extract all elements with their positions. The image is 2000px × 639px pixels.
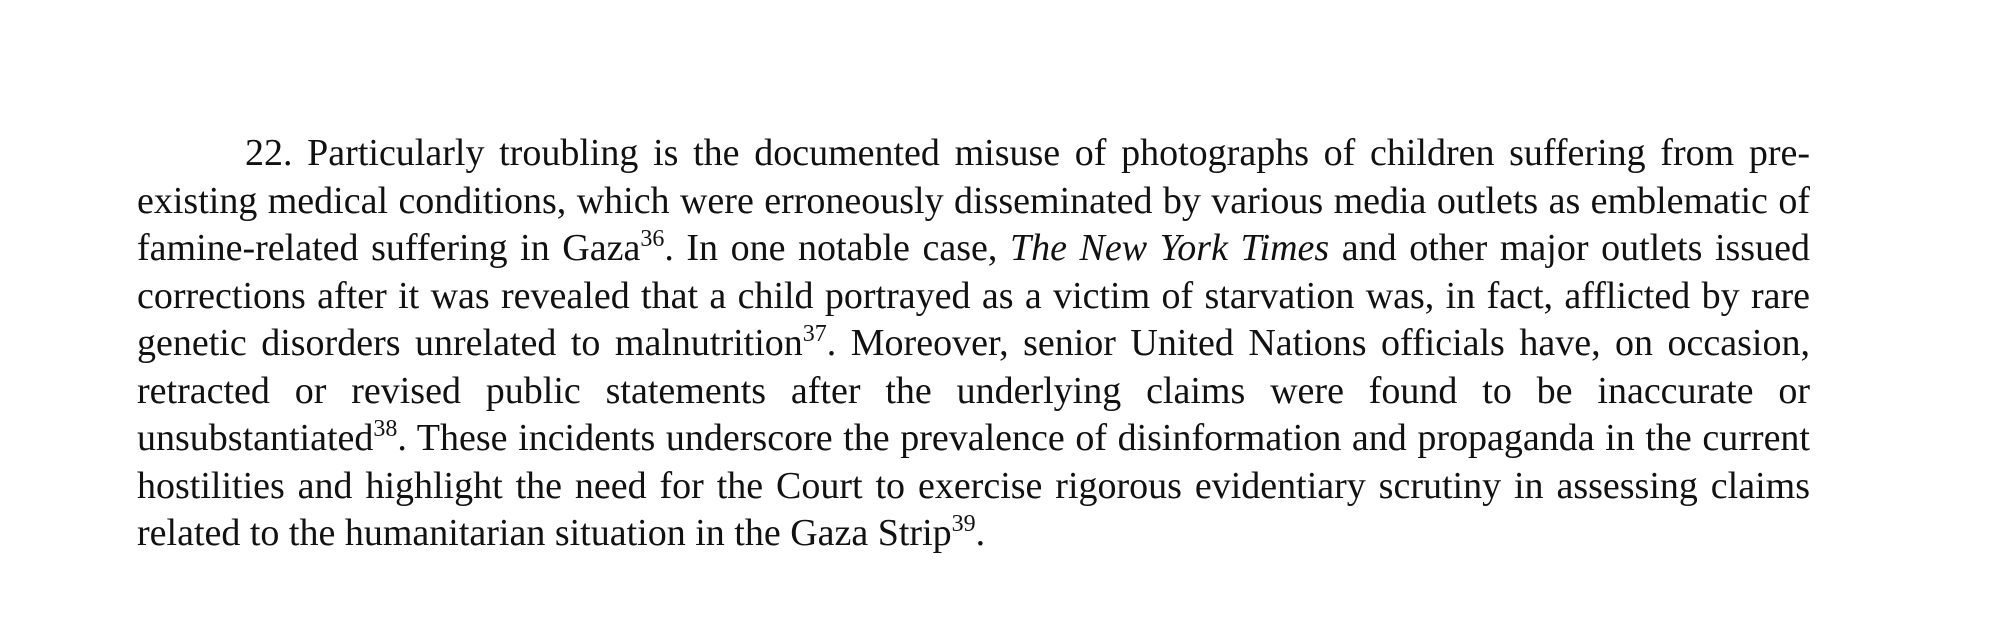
paragraph-text-1: Particularly troubling is the documented misuse of photographs of children suffering from pre-existing medical conditions, which were erroneously disseminated by various media outlets as emblematic of famine-related suffering in Gaza [137, 132, 1810, 269]
paragraph-22 [137, 130, 1810, 558]
paragraph-text-6: . [975, 512, 986, 554]
footnote-ref-39: 39 [951, 511, 976, 537]
footnote-ref-38: 38 [373, 416, 398, 442]
footnote-ref-37: 37 [802, 321, 827, 347]
cut-off-top-line [620, 0, 1300, 6]
paragraph-text-3: and other major outlets issued corrections after it was revealed that a child portrayed as a victim of starvation was, in fact, afflicted by rare genetic disorders unrelated to malnutrition [137, 227, 1810, 364]
paragraph-text-4: . Moreover, senior United Nations officials have, on occasion, retracted or revised public statements after the underlying claims were found to be inaccurate or unsubstantiated [137, 322, 1810, 459]
publication-name: The New York Times [1009, 227, 1330, 269]
footnote-ref-36: 36 [640, 226, 665, 252]
paragraph-number: 22. [245, 132, 293, 174]
paragraph-text-5: . These incidents underscore the prevalence of disinformation and propaganda in the current hostilities and highlight the need for the Court to exercise rigorous evidentiary scrutiny in assessing claims related to the humanitarian situation in the Gaza Strip [137, 417, 1810, 554]
paragraph-text-2: . In one notable case, [664, 227, 1010, 269]
